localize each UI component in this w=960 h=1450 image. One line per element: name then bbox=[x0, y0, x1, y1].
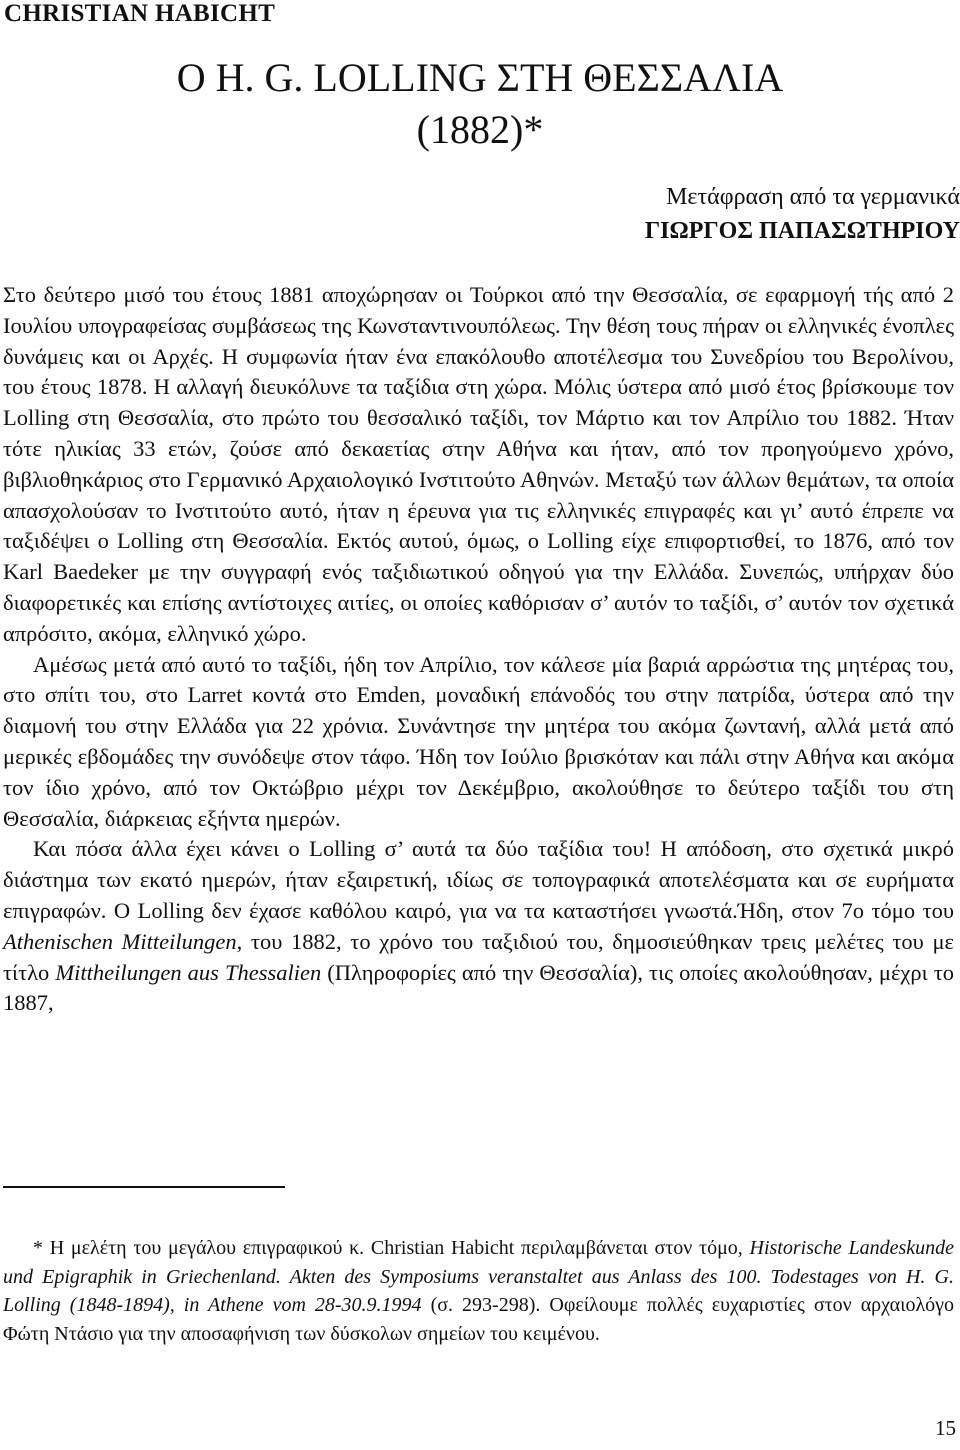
paragraph-1: Στο δεύτερο μισό του έτους 1881 αποχώρησαν οι Τούρκοι από την Θεσσαλία, σε εφαρμογή τής από 2 Ιουλίου υπογραφείσας συμβάσεως της Κωνσταντινουπόλεως. Την θέση τους πήραν οι ελληνικές ένοπλες δυνάμεις και οι Αρχές. Η συμφωνία ήταν ένα επακόλουθο αποτέλεσμα του Συνεδρίου του Βερολίνου, του έτους 1878. Η αλλαγή διευκόλυνε τα ταξίδια στη χώρα. Μόλις ύστερα από μισό έτος βρίσκουμε τον Lolling στη Θεσσαλία, στο πρώτο του θεσσαλικό ταξίδι, τον Μάρτιο και τον Απρίλιο του 1882. Ήταν τότε ηλικίας 33 ετών, ζούσε από δεκαετίας στην Αθήνα και ήταν, από τον προηγούμενο χρόνο, βιβλιοθηκάριος στο Γερμανικό Αρχαιολογικό Ινστιτούτο Αθηνών. Μεταξύ των άλλων θεμάτων, τα οποία απασχολούσαν το Ινστιτούτο αυτό, ήταν η έρευνα για τις ελληνικές επιγραφές και γι’ αυτό έπρεπε να ταξιδέψει ο Lolling στη Θεσσαλία. Εκτός αυτού, όμως, ο Lolling είχε επιφορτισθεί, το 1876, από τον Karl Baedeker με την συγγραφή ενός ταξιδιωτικού οδηγού για την Ελλάδα. Συνεπώς, υπήρχαν δύο διαφορετικές και επίσης αντίστοιχες αιτίες, οι οποίες καθόρισαν σ’ αυτόν το ταξίδι, σ’ αυτόν τον σχετικά απρόσιτο, ακόμα, ελληνικό χώρο. bbox=[3, 282, 954, 646]
footnote-divider bbox=[3, 1186, 285, 1188]
footnote-text-2: (σ. 293-298). Οφείλουμε πολλές ευχαριστίες στον αρχαιολόγο Φώτη Ντάσιο για την αποσαφήνιση των δύσκολων σημείων του κειμένου. bbox=[3, 1294, 954, 1345]
footnote-text bbox=[3, 1234, 954, 1348]
paragraph-3-text-2: , του 1882, το χρόνο του ταξιδιού του, δημοσιεύθηκαν τρεις μελέτες του με τίτλο bbox=[3, 928, 954, 985]
translator-name: ΓΙΩΡΓΟΣ ΠΑΠΑΣΩΤΗΡΙΟΥ bbox=[644, 218, 960, 244]
footnote bbox=[3, 1234, 954, 1348]
footnote-text-1: * Η μελέτη του μεγάλου επιγραφικού κ. Christian Habicht περιλαμβάνεται στον τόμο, bbox=[33, 1237, 750, 1259]
article-title bbox=[0, 52, 960, 156]
journal-title: Athenischen Mitteilungen bbox=[3, 928, 237, 954]
paragraph-3 bbox=[3, 834, 954, 1019]
paragraph-2: Αμέσως μετά από αυτό το ταξίδι, ήδη τον Απρίλιο, τον κάλεσε μία βαριά αρρώστια της μητέρας του, στο σπίτι του, στο Larret κοντά στο Emden, μοναδική επάνοδός του στην πατρίδα, ύστερα από την διαμονή του στην Ελλάδα για 22 χρόνια. Συνάντησε την μητέρα του ακόμα ζωντανή, αλλά μετά από μερικές εβδομάδες την συνόδεψε στον τάφο. Ήδη τον Ιούλιο βρισκόταν και πάλι στην Αθήνα και ακόμα τον ίδιο χρόνο, από τον Οκτώβριο μέχρι τον Δεκέμβριο, ακολούθησε το δεύτερο ταξίδι του στη Θεσσαλία, διάρκειας εξήντα ημερών. bbox=[3, 651, 954, 831]
title-line-2: (1882)* bbox=[416, 107, 544, 152]
author-name: CHRISTIAN HABICHT bbox=[4, 0, 276, 27]
translation-credit bbox=[645, 180, 960, 248]
paragraph-3-text-3: (Πληροφορίες από την Θεσσαλία), τις οποίες ακολούθησαν, μέχρι το 1887, bbox=[3, 959, 955, 1016]
translation-note: Μετάφραση από τα γερμανικά bbox=[666, 184, 960, 210]
title-line-1: O H. G. LOLLING ΣΤΗ ΘΕΣΣΑΛΙΑ bbox=[176, 55, 784, 100]
study-title: Mittheilungen aus Thessalien bbox=[55, 959, 322, 985]
footnote-book-title: Historische Landeskunde und Epigraphik in Griechenland. Akten des Symposiums veranstaltet aus Anlass des 100. Todestages von H. G. Lolling (1848-1894), in Athene vom 28-30.9.1994 bbox=[3, 1237, 954, 1316]
article-body bbox=[3, 280, 954, 1019]
page-number: 15 bbox=[935, 1416, 956, 1440]
paragraph-3-text-1: Και πόσα άλλα έχει κάνει ο Lolling σ’ αυτά τα δύο ταξίδια του! Η απόδοση, στο σχετικά μικρό διάστημα των εκατό ημερών, ήταν εξαιρετική, ιδίως σε τοπογραφικά αποτελέσματα και σε ευρήματα επιγραφών. Ο Lolling δεν έχασε καθόλου καιρό, για να τα καταστήσει γνωστά.Ήδη, στον 7ο τόμο του bbox=[3, 836, 954, 923]
